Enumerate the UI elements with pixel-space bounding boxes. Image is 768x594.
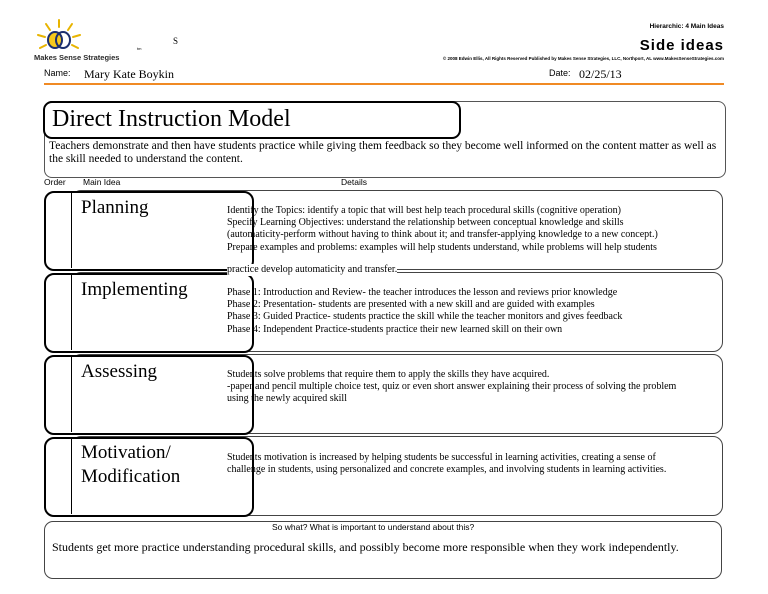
- main-idea-motivation[interactable]: [81, 441, 180, 489]
- topic-marker: .: [459, 101, 461, 107]
- s-mark: S: [173, 36, 179, 46]
- date-field[interactable]: 02/25/13: [579, 67, 622, 81]
- name-field[interactable]: Mary Kate Boykin: [84, 67, 174, 81]
- brand-name: Makes Sense Strategies: [34, 53, 120, 62]
- hierarchic-label: Hierarchic: 4 Main Ideas: [649, 23, 724, 30]
- main-idea-line: Modification: [81, 466, 181, 487]
- topic-description[interactable]: Teachers demonstrate and then have students practice while giving them feedback so they become well informed on the content matter as well as the skill needed to understand the content.: [49, 140, 717, 165]
- detail-line: Prepare examples and problems: examples will help students understand, while problems will help students: [227, 241, 657, 253]
- order-divider: [71, 274, 72, 350]
- detail-line: Identify the Topics: identify a topic that will best help teach procedural skills (cognitive operation): [227, 205, 622, 216]
- page-title: Side ideas: [639, 37, 724, 54]
- copyright-line: © 2008 Edwin Ellis, All Rights Reserved Published by Makes Sense Strategies, LLC, Northport, AL www.MakesSenseStrategies.com: [442, 56, 724, 61]
- trademark: tm: [137, 46, 142, 51]
- order-divider: [71, 192, 72, 268]
- detail-line: Phase 1: Introduction and Review- the teacher introduces the lesson and reviews prior knowledge: [227, 287, 618, 298]
- main-idea-implementing[interactable]: Implementing: [81, 279, 188, 300]
- so-what-question: So what? What is important to understand about this?: [272, 522, 475, 532]
- detail-line: (automaticity-perform without having to think about it; and transfer-applying knowledge to a new concept.): [227, 229, 658, 241]
- main-idea-line: Motivation/: [81, 442, 171, 463]
- order-divider: [71, 438, 72, 514]
- name-label: Name:: [44, 68, 71, 78]
- detail-line: Students motivation is increased by helping students be successful in learning activities, creating a sense of: [227, 452, 656, 463]
- main-idea-column-header: Main Idea: [83, 177, 121, 187]
- makes-sense-logo-icon: [34, 18, 84, 58]
- date-label: Date:: [549, 68, 571, 78]
- order-divider: [71, 356, 72, 432]
- detail-line: -paper and pencil multiple choice test, quiz or even short answer explaining their process of solving the problem: [227, 381, 677, 393]
- details-motivation[interactable]: [227, 452, 717, 476]
- details-planning-overflow: practice develop automaticity and transfer.: [227, 264, 398, 275]
- main-idea-box-planning: [44, 191, 254, 271]
- details-planning[interactable]: [227, 205, 717, 254]
- detail-line: Specify Learning Objectives: understand the relationship between conceptual knowledge and skills: [227, 217, 624, 229]
- detail-line: using the newly acquired skill: [227, 393, 347, 405]
- detail-line: Phase 2: Presentation- students are presented with a new skill and are guided with examples: [227, 299, 595, 311]
- main-idea-planning[interactable]: Planning: [81, 197, 149, 218]
- main-idea-assessing[interactable]: Assessing: [81, 361, 158, 382]
- so-what-answer[interactable]: Students get more practice understanding procedural skills, and possibly become more responsible when they work independently.: [52, 540, 679, 554]
- details-implementing[interactable]: [227, 287, 717, 336]
- detail-line: Students solve problems that require them to apply the skills they have acquired.: [227, 369, 550, 380]
- order-column-header: Order: [44, 177, 66, 187]
- detail-line: Phase 4: Independent Practice-students practice their new learned skill on their own: [227, 323, 563, 335]
- details-column-header: Details: [341, 177, 367, 187]
- topic-title[interactable]: Direct Instruction Model: [52, 106, 291, 132]
- detail-line: Phase 3: Guided Practice- students practice the skill while the teacher monitors and gives feedback: [227, 311, 623, 323]
- details-assessing[interactable]: [227, 369, 717, 406]
- detail-line: challenge in students, using personalized and concrete examples, and involving students in learning activities.: [227, 464, 667, 476]
- header-divider: [44, 83, 724, 85]
